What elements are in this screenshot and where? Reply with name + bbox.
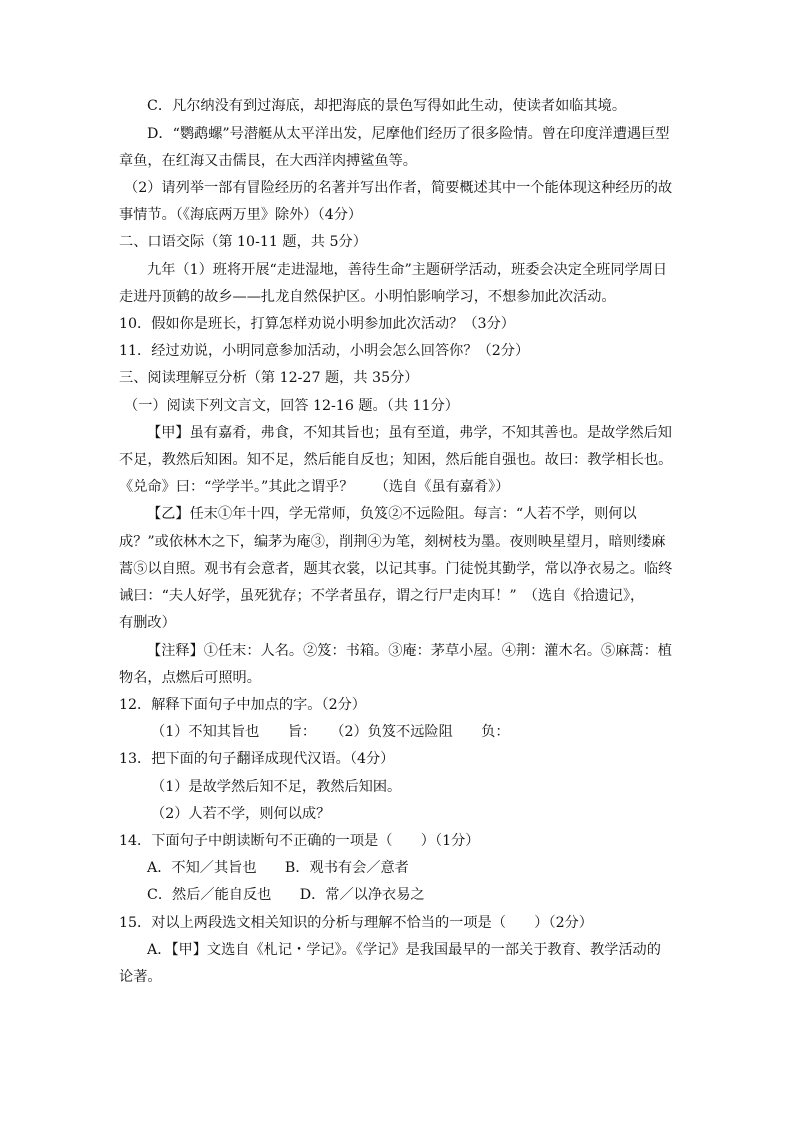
- passage-jia-line-1: 【甲】虽有嘉肴，弗食，不知其旨也；虽有至道，弗学，不知其善也。是故学然后知: [147, 425, 672, 441]
- passage-yi-line-3: 蒿⑤以自照。观书有会意者，题其衣裳，以记其事。门徒悦其勤学，常以净衣易之。临终: [119, 561, 673, 577]
- question-14-options-cd: C．然后／能自反也 D．常／以净衣易之: [147, 887, 425, 903]
- passage-yi-line-2: 成？”或依林木之下，编茅为庵③，削荆④为笔，刻树枝为墨。夜则映星望月，暗则缕麻: [119, 534, 666, 550]
- question-13: 13．把下面的句子翻译成现代汉语。（4分）: [119, 751, 395, 767]
- option-c-line: C．凡尔纳没有到过海底，却把海底的景色写得如此生动，使读者如临其境。: [147, 98, 627, 114]
- passage-yi-line-1: 【乙】任末①年十四，学无常师，负笈②不远险阻。每言：“人若不学，则何以: [147, 506, 637, 522]
- question-15-option-a-1: A．【甲】文选自《札记・学记》。《学记》是我国最早的一部关于教育、教学活动的: [147, 942, 661, 958]
- scenario-line-1: 九年（1）班将开展“走进湿地，善待生命”主题研学活动，班委会决定全班同学周日: [147, 262, 668, 278]
- question-12: 12．解释下面句子中加点的字。（2分）: [119, 697, 366, 713]
- question-12-items: （1）不知其旨也 旨： （2）负笈不远险阻 负：: [151, 724, 510, 740]
- question-9-2-line-1: （2）请列举一部有冒险经历的名著并写出作者，简要概述其中一个能体现这种经历的故: [124, 180, 673, 196]
- question-9-2-line-2: 事情节。（《海底两万里》除外）（4分）: [119, 207, 363, 223]
- passage-jia-line-3: 《兑命》曰：“学学半。”其此之谓乎？ （选自《虽有嘉肴》）: [119, 479, 510, 495]
- question-13-item-1: （1）是故学然后知不足，教然后知困。: [151, 779, 402, 795]
- passage-yi-line-5: 有删改）: [119, 615, 176, 631]
- passage-jia-line-2: 不足，教然后知困。知不足，然后能自反也；知困，然后能自强也。故曰：教学相长也。: [119, 452, 673, 468]
- question-14-options-ab: A．不知／其旨也 B．观书有会／意者: [147, 860, 409, 876]
- question-15-option-a-2: 论著。: [119, 969, 162, 985]
- subsection-1-heading: （一）阅读下列文言文，回答 12-16 题。（共 11分）: [124, 398, 459, 414]
- section-3-heading: 三、阅读理解豆分析（第 12-27 题，共 35分）: [119, 370, 419, 386]
- question-14: 14．下面句子中朗读断句不正确的一项是（ ）（1分）: [119, 833, 480, 849]
- scenario-line-2: 走进丹顶鹤的故乡——扎龙自然保护区。小明怕影响学习，不想参加此次活动。: [119, 289, 616, 305]
- notes-line-1: 【注释】①任末：人名。②笈：书箱。③庵：茅草小屋。④荆：灌木名。⑤麻蒿：植: [147, 643, 672, 659]
- question-10: 10．假如你是班长，打算怎样劝说小明参加此次活动？（3分）: [119, 316, 515, 332]
- question-13-item-2: （2）人若不学，则何以成？: [151, 806, 331, 822]
- question-15: 15．对以上两段选文相关知识的分析与理解不恰当的一项是（ ）（2分）: [119, 915, 593, 931]
- option-d-line-1: D．“鹦鹉螺”号潜艇从太平洋出发，尼摩他们经历了很多险情。曾在印度洋遭遇巨型: [147, 126, 670, 142]
- passage-yi-line-4: 诫曰：“夫人好学，虽死犹存；不学者虽存，谓之行尸走肉耳！” （选自《拾遗记》，: [119, 588, 645, 604]
- option-d-line-2: 章鱼，在红海又击儒艮，在大西洋肉搏鲨鱼等。: [119, 153, 417, 169]
- section-2-heading: 二、口语交际（第 10-11 题，共 5分）: [119, 234, 367, 250]
- notes-line-2: 物名，点燃后可照明。: [119, 670, 261, 686]
- question-11: 11．经过劝说，小明同意参加活动，小明会怎么回答你？（2分）: [119, 343, 530, 359]
